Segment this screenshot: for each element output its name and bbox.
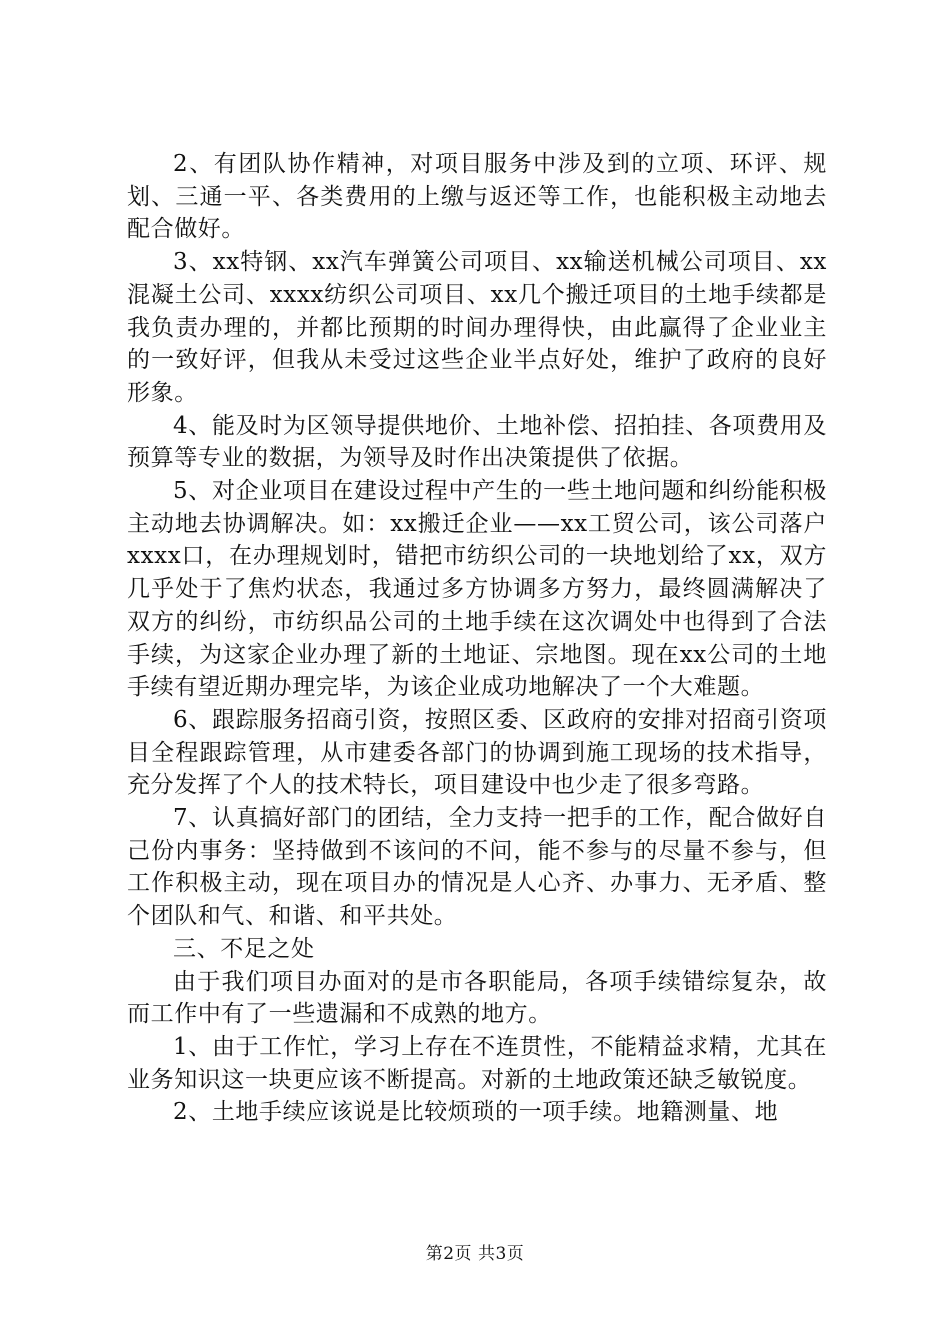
paragraph-item-7: 7、认真搞好部门的团结，全力支持一把手的工作，配合做好自己份内事务：坚持做到不该问的不问，能不参与的尽量不参与，但工作积极主动，现在项目办的情况是人心齐、办事力、无矛盾、整个团队和气、和谐、和平共处。	[127, 805, 827, 930]
paragraph-intro-shortcomings: 由于我们项目办面对的是市各职能局，各项手续错综复杂，故而工作中有了一些遗漏和不成熟的地方。	[127, 968, 827, 1028]
paragraph-item-6: 6、跟踪服务招商引资，按照区委、区政府的安排对招商引资项目全程跟踪管理，从市建委各部门的协调到施工现场的技术指导，充分发挥了个人的技术特长，项目建设中也少走了很多弯路。	[127, 706, 827, 799]
paragraph-item-5: 5、对企业项目在建设过程中产生的一些土地问题和纠纷能积极主动地去协调解决。如：xx搬迁企业——xx工贸公司，该公司落户xxxx口，在办理规划时，错把市纺织公司的一块地划给了xx，双方几乎处于了焦灼状态，我通过多方协调多方努力，最终圆满解决了双方的纠纷，市纺织品公司的土地手续在这次调处中也得到了合法手续，为这家企业办理了新的土地证、宗地图。现在xx公司的土地手续有望近期办理完毕，为该企业成功地解决了一个大难题。	[127, 478, 827, 701]
shortcoming-item-1: 1、由于工作忙，学习上存在不连贯性，不能精益求精，尤其在业务知识这一块更应该不断提高。对新的土地政策还缺乏敏锐度。	[127, 1033, 827, 1093]
shortcoming-item-2: 2、土地手续应该说是比较烦琐的一项手续。地籍测量、地	[173, 1099, 779, 1126]
page-footer	[0, 1244, 950, 1264]
document-body	[127, 148, 827, 1129]
paragraph-item-2: 2、有团队协作精神，对项目服务中涉及到的立项、环评、规划、三通一平、各类费用的上缴与返还等工作，也能积极主动地去配合做好。	[127, 151, 827, 243]
section-heading-shortcomings: 三、不足之处	[173, 935, 315, 962]
page-number-indicator: 第2页 共3页	[425, 1244, 525, 1264]
paragraph-item-3: 3、xx特钢、xx汽车弹簧公司项目、xx输送机械公司项目、xx混凝土公司、xxxx纺织公司项目、xx几个搬迁项目的土地手续都是我负责办理的，并都比预期的时间办理得快，由此赢得了企业业主的一致好评，但我从未受过这些企业半点好处，维护了政府的良好形象。	[127, 249, 827, 406]
paragraph-item-4: 4、能及时为区领导提供地价、土地补偿、招拍挂、各项费用及预算等专业的数据，为领导及时作出决策提供了依据。	[127, 412, 827, 472]
